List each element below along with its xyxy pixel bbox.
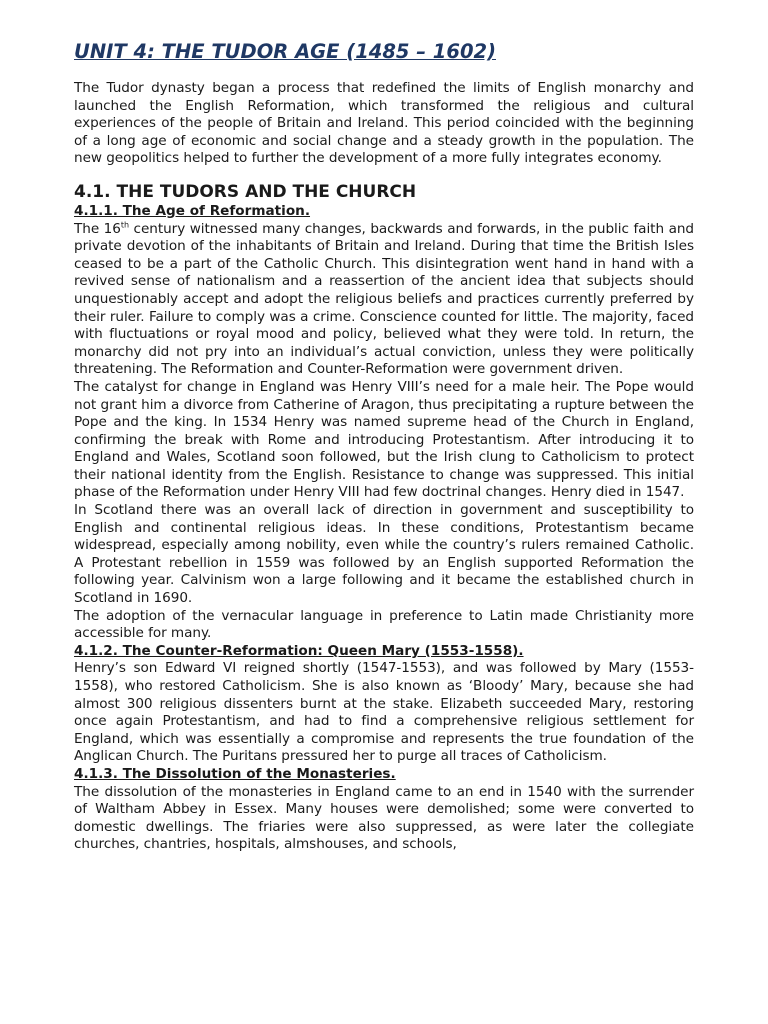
subsection-heading-reformation: 4.1.1. The Age of Reformation. <box>74 202 311 219</box>
paragraph-dissolution: The dissolution of the monasteries in England came to an end in 1540 with the surrender of Waltham Abbey in Essex. Many houses were demolished; some were converted to domestic dwellings. The friaries were also suppressed, as were later the collegiate churches, chantries, hospitals, almshouses, and schools, <box>74 783 694 853</box>
paragraph-scotland: In Scotland there was an overall lack of direction in government and susceptibility to English and continental religious ideas. In these conditions, Protestantism became widespread, especially among nobility, even while the country’s rulers remained Catholic. A Protestant rebellion in 1559 was followed by an English supported Reformation the following year. Calvinism won a large following and it became the established church in Scotland in 1690. <box>74 502 694 607</box>
paragraph-queen-mary: Henry’s son Edward VI reigned shortly (1547-1553), and was followed by Mary (1553-1558), who restored Catholicism. She is also known as ‘Bloody’ Mary, because she had almost 300 religious dissenters burnt at the stake. Elizabeth succeeded Mary, restoring once again Protestantism, and had to find a comprehensive religious settlement for England, which was essentially a compromise and represents the true foundation of the Anglican Church. The Puritans pressured her to purge all traces of Catholicism. <box>74 660 694 765</box>
paragraph-16th-century <box>74 221 694 379</box>
unit-title: UNIT 4: THE TUDOR AGE (1485 – 1602) <box>74 40 496 63</box>
section-heading: 4.1. THE TUDORS AND THE CHURCH <box>74 181 417 202</box>
paragraph-16th-body: century witnessed many changes, backwards and forwards, in the public faith and private devotion of the inhabitants of Britain and Ireland. During that time the British Isles ceased to be a part of the Catholic Church. This disintegration went hand in hand with a revived sense of nationalism and a reassertion of the ancient idea that subjects should unquestionably accept and adopt the religious beliefs and practices currently preferred by their ruler. Failure to comply was a crime. Conscience counted for little. The majority, faced with fluctuations or royal mood and policy, believed what they were told. In return, the monarchy did not pry into an individual’s actual conviction, unless they were politically threatening. The Reformation and Counter-Reformation were government driven. <box>74 220 694 378</box>
paragraph-vernacular: The adoption of the vernacular language in preference to Latin made Christianity more accessible for many. <box>74 607 694 642</box>
subsection-heading-dissolution: 4.1.3. The Dissolution of the Monasteries. <box>74 765 396 782</box>
superscript-th: th <box>120 220 129 230</box>
paragraph-henry-viii: The catalyst for change in England was Henry VIII’s need for a male heir. The Pope would not grant him a divorce from Catherine of Aragon, thus precipitating a rupture between the Pope and the king. In 1534 Henry was named supreme head of the Church in England, confirming the break with Rome and introducing Protestantism. After introducing it to England and Wales, Scotland soon followed, but the Irish clung to Catholicism to protect their national identity from the English. Resistance to change was suppressed. This initial phase of the Reformation under Henry VIII had few doctrinal changes. Henry died in 1547. <box>74 378 694 501</box>
document-page <box>74 40 694 854</box>
paragraph-16th-prefix: The 16 <box>74 220 121 237</box>
subsection-heading-counter-reformation: 4.1.2. The Counter-Reformation: Queen Mary (1553-1558). <box>74 642 524 659</box>
intro-paragraph: The Tudor dynasty began a process that redefined the limits of English monarchy and launched the English Reformation, which transformed the religious and cultural experiences of the people of Britain and Ireland. This period coincided with the beginning of a long age of economic and social change and a steady growth in the population. The new geopolitics helped to further the development of a more fully integrates economy. <box>74 80 694 167</box>
